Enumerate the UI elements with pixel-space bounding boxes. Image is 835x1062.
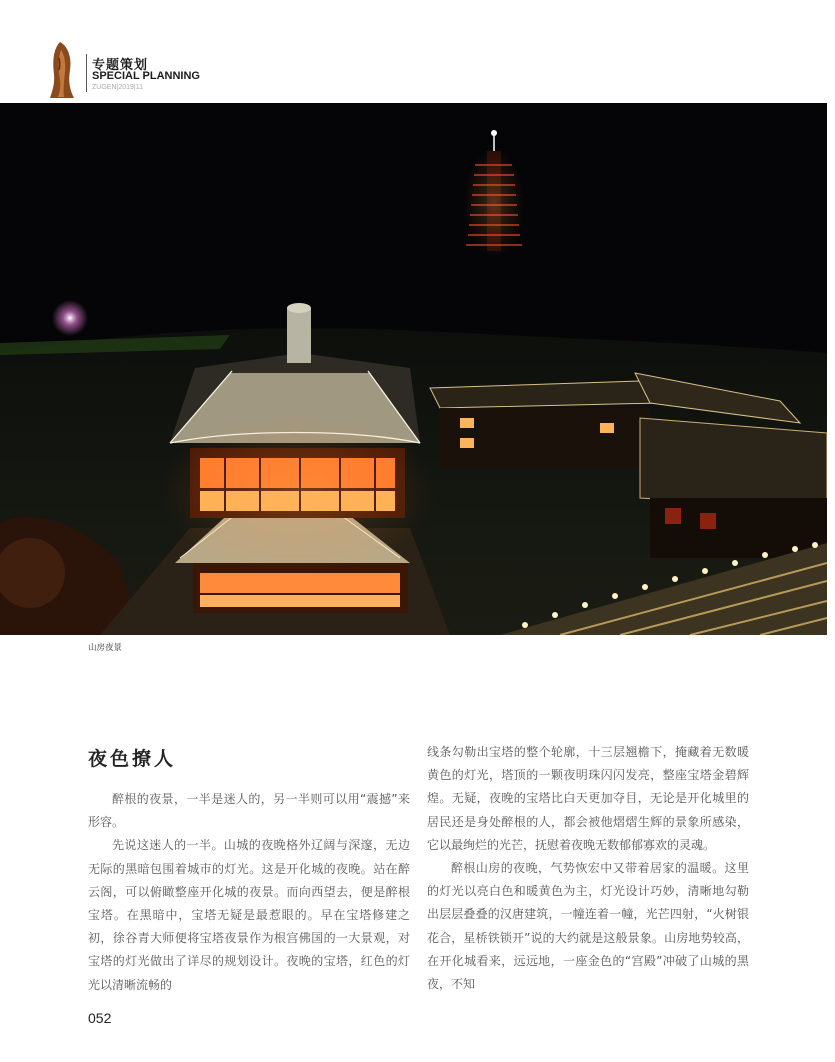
issue-label: ZUGEN|2019|11 [92, 84, 143, 91]
distant-light-icon [52, 300, 88, 336]
section-title-en: SPECIAL PLANNING [92, 70, 200, 82]
article-column-right [427, 741, 749, 996]
page-number: 052 [88, 1010, 112, 1026]
night-scene-illustration [0, 103, 827, 635]
paragraph: 线条勾勒出宝塔的整个轮廓，十三层翘檐下，掩藏着无数暖黄色的灯光，塔顶的一颗夜明珠闪闪发亮，整座宝塔金碧辉煌。无疑，夜晚的宝塔比白天更加夺目，无论是开化城里的居民还是身处醉根的人，都会被他熠熠生辉的景象所感染，它以最绚烂的光芒，抚慰着夜晚无数郁郁寡欢的灵魂。 [427, 745, 749, 852]
article-column-left [88, 788, 410, 997]
paragraph: 醉根的夜景，一半是迷人的，另一半则可以用“震撼”来形容。 [88, 792, 410, 830]
root-sculpture-logo-icon [48, 40, 78, 100]
page-header [0, 0, 835, 104]
photo-caption: 山房夜景 [88, 643, 123, 653]
night-view-photo [0, 103, 827, 635]
article-heading: 夜色撩人 [88, 748, 177, 770]
paragraph: 先说这迷人的一半。山城的夜晚格外辽阔与深邃，无边无际的黑暗包围着城市的灯光。这是开化城的夜晚。站在醉云阁，可以俯瞰整座开化城的夜景。而向西望去，便是醉根宝塔。在黑暗中，宝塔无疑是最惹眼的。早在宝塔修建之初，徐谷青大师便将宝塔夜景作为根宫佛国的一大景观，对宝塔的灯光做出了详尽的规划设计。夜晚的宝塔，红色的灯光以清晰流畅的 [88, 838, 410, 992]
paragraph: 醉根山房的夜晚，气势恢宏中又带着居家的温暖。这里的灯光以亮白色和暖黄色为主，灯光设计巧妙，清晰地勾勒出层层叠叠的汉唐建筑，一幢连着一幢，光芒四射，“火树银花合，星桥铁锁开”说的大约就是这般景象。山房地势较高，在开化城看来，远远地，一座金色的“宫殿”冲破了山城的黑夜，不知 [427, 861, 749, 992]
header-divider [86, 54, 87, 92]
section-title-cn: 专题策划 [92, 58, 149, 73]
